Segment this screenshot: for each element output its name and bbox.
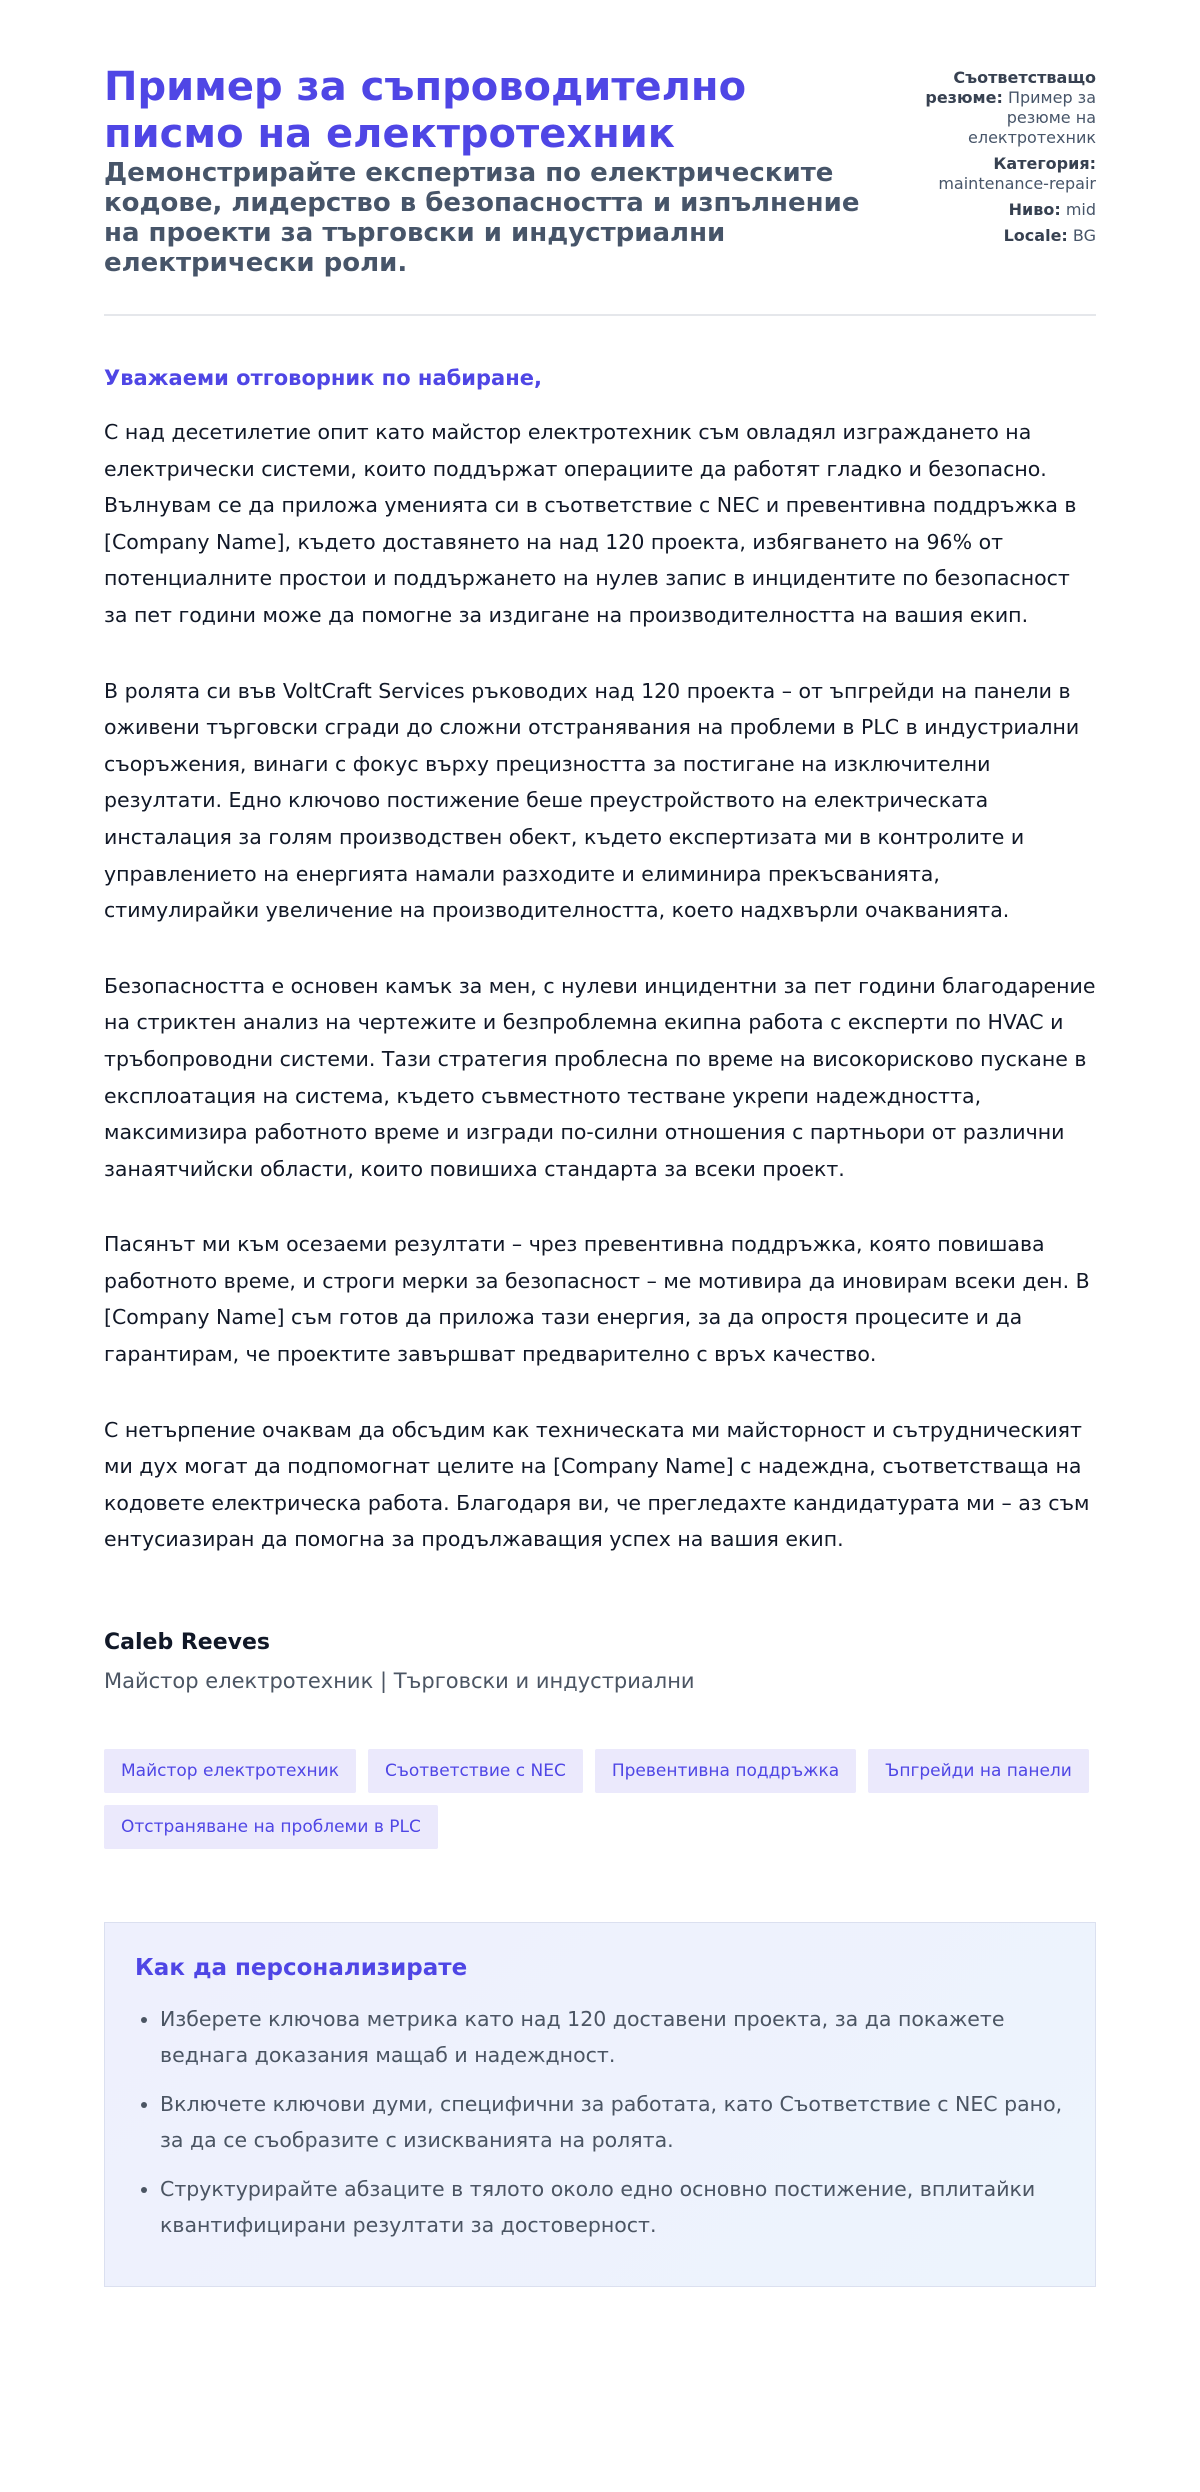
skill-tag: Ъпгрейди на панели (868, 1749, 1089, 1793)
skill-tag: Съответствие с NEC (368, 1749, 583, 1793)
tip-item: • Структурирайте абзаците в тялото около едно основно постижение, вплитайки квантифицирани резултати за достоверност. (160, 2171, 1065, 2243)
tip-item: • Изберете ключова метрика като над 120 доставени проекта, за да покажете веднага доказания мащаб и надеждност. (160, 2001, 1065, 2073)
signature-role: Майстор електротехник | Търговски и индустриални (104, 1669, 695, 1694)
meta-value: maintenance-repair (938, 174, 1096, 193)
letter-paragraph: Безопасността е основен камък за мен, с нулеви инцидентни за пет години благодарение на стриктен анализ на чертежите и безпроблемна екипна работа с експерти по HVAC и тръбопроводни системи. Тази стратегия проблесна по време на високорисково пускане в експлоатация на система, където съвместното тестване укрепи надеждността, максимизира работното време и изгради по-силни отношения с партньори от различни занаятчийски области, които повишиха стандарта за всеки проект. (104, 973, 1096, 1181)
letter-paragraph: В ролята си във VoltCraft Services ръководих над 120 проекта – от ъпгрейди на панели в оживени търговски сгради до сложни отстранявания на проблеми в PLC в индустриални съоръжения, винаги с фокус върху прецизността за постигане на изключителни резултати. Едно ключово постижение беше преустройството на електрическата инсталация за голям производствен обект, където експертизата ми в контролите и управлението на енергията намали разходите и елиминира прекъсванията, стимулирайки увеличение на производителността, което надхвърли очакванията. (104, 678, 1080, 923)
page-title: Пример за съпроводително писмо на електротехник (104, 64, 747, 157)
page-header (104, 64, 1096, 316)
skill-tags (104, 1749, 1096, 1849)
meta-level (896, 200, 1096, 220)
meta-label: Locale: (1003, 226, 1068, 245)
meta-value: BG (1072, 226, 1096, 245)
tips-list (135, 2001, 1065, 2243)
letter-paragraph: С нетърпение очаквам да обсъдим как техническата ми майсторност и сътрудническият ми дух могат да подпомогнат целите на [Company Name] с надеждна, съответстваща на кодовете електрическа работа. Благодаря ви, че прегледахте кандидатурата ми – аз съм ентусиазиран да помогна за продължаващия успех на вашия екип. (104, 1417, 1090, 1552)
cover-letter-page (104, 0, 1096, 2287)
signature-name: Caleb Reeves (104, 1630, 270, 1656)
salutation: Уважаеми отговорник по набиране, (104, 366, 542, 390)
title-block (104, 64, 864, 278)
skill-tag: Отстраняване на проблеми в PLC (104, 1805, 438, 1849)
meta-info (896, 68, 1096, 252)
skill-tag: Превентивна поддръжка (595, 1749, 856, 1793)
meta-category (896, 154, 1096, 194)
tip-item: • Включете ключови думи, специфични за работата, като Съответствие с NEC рано, за да се съобразите с изискванията на ролята. (160, 2086, 1065, 2158)
meta-label: Ниво: (1008, 200, 1061, 219)
meta-label: Съответстващо резюме: (925, 68, 1096, 107)
meta-value: mid (1065, 200, 1096, 219)
skill-tag: Майстор електротехник (104, 1749, 356, 1793)
meta-locale (896, 226, 1096, 246)
meta-value[interactable]: Пример за резюме на електротехник (968, 88, 1096, 147)
meta-label: Категория: (993, 154, 1096, 173)
letter-paragraph: Пасянът ми към осезаеми резултати – чрез превентивна поддръжка, която повишава работното време, и строги мерки за безопасност – ме мотивира да иновирам всеки ден. В [Company Name] съм готов да приложа тази енергия, за да опростя процесите и да гарантирам, че проектите завършват предварително с връх качество. (104, 1232, 1090, 1367)
tips-title: Как да персонализирате (135, 1955, 468, 1982)
customization-tips (104, 1922, 1096, 2287)
page-subtitle: Демонстрирайте експертиза по електрическите кодове, лидерство в безопасността и изпълнение на проекти за търговски и индустриални електрически роли. (104, 158, 860, 278)
letter-paragraph: С над десетилетие опит като майстор електротехник съм овладял изграждането на електрически системи, които поддържат операциите да работят гладко и безопасно. Вълнувам се да приложа уменията си в съответствие с NEC и превентивна поддръжка в [Company Name], където доставянето на над 120 проекта, избягването на 96% от потенциалните простои и поддържането на нулев запис в инцидентите по безопасност за пет години може да помогне за издигане на производителността на вашия екип. (104, 420, 1077, 627)
meta-matching-resume (896, 68, 1096, 148)
